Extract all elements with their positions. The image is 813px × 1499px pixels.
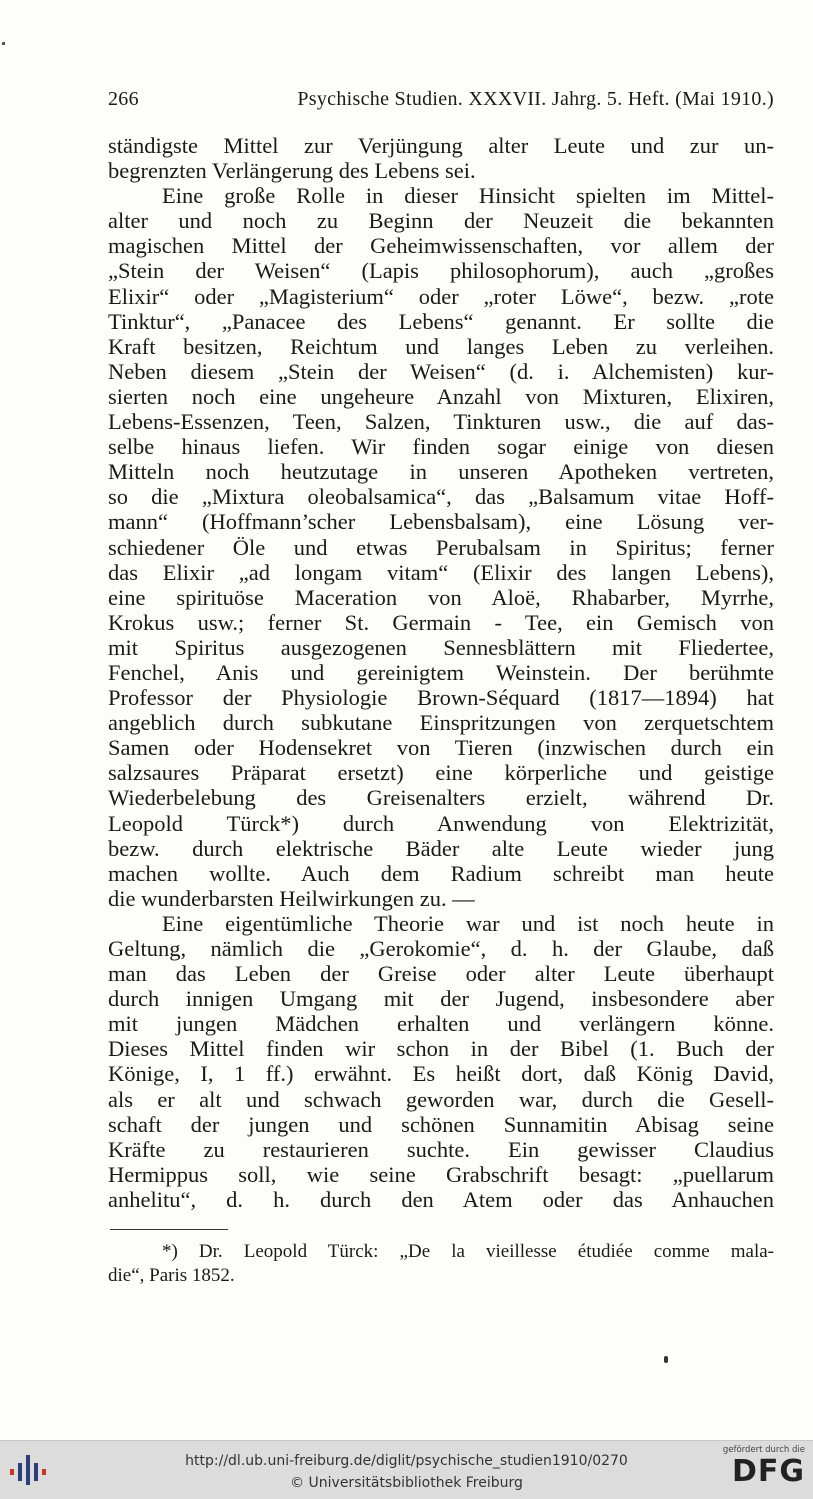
body-text-line: sierten noch eine ungeheure Anzahl von Mixturen, Elixiren, bbox=[108, 383, 774, 409]
body-text-line: eine spirituöse Maceration von Aloë, Rhabarber, Myrrhe, bbox=[108, 584, 774, 610]
running-header bbox=[108, 88, 774, 111]
body-text-line: Kraft besitzen, Reichtum und langes Leben zu verleihen. bbox=[108, 333, 774, 359]
footnote-rule bbox=[110, 1229, 228, 1230]
body-text-line: Geltung, nämlich die „Gerokomie“, d. h. der Glaube, daß bbox=[108, 936, 774, 961]
body-text-line: Eine eigentümliche Theorie war und ist noch heute in bbox=[162, 910, 774, 936]
body-text-line: salzsaures Präparat ersetzt) eine körperliche und geistige bbox=[108, 760, 774, 786]
body-text-line: anhelitu“, d. h. durch den Atem oder das Anhauchen bbox=[108, 1186, 774, 1212]
body-text-line: schaft der jungen und schönen Sunnamitin Abisag seine bbox=[108, 1111, 774, 1137]
body-text-line: die wunderbarsten Heilwirkungen zu. — bbox=[108, 885, 475, 911]
viewer-footer-bar bbox=[0, 1440, 813, 1499]
body-text-line: als er alt und schwach geworden war, durch die Gesell- bbox=[108, 1086, 774, 1112]
body-text-line: angeblich durch subkutane Einspritzungen von zerquetschtem bbox=[108, 710, 774, 736]
body-text-line: alter und noch zu Beginn der Neuzeit die bekannten bbox=[108, 208, 774, 234]
body-text-line: Krokus usw.; ferner St. Germain - Tee, ein Gemisch von bbox=[108, 609, 774, 635]
ink-mark bbox=[664, 1356, 668, 1363]
footnote bbox=[108, 1240, 774, 1288]
body-text-line: bezw. durch elektrische Bäder alte Leute wieder jung bbox=[108, 835, 774, 861]
footnote-line: *) Dr. Leopold Türck: „De la vieillesse étudiée comme mala- bbox=[162, 1241, 774, 1262]
body-text-line: Hermippus soll, wie seine Grabschrift besagt: „puellarum bbox=[108, 1161, 774, 1187]
page-number: 266 bbox=[108, 88, 139, 110]
body-text-line: Dieses Mittel finden wir schon in der Bibel (1. Buch der bbox=[108, 1036, 774, 1062]
body-text-line: Wiederbelebung des Greisenalters erzielt, während Dr. bbox=[108, 785, 774, 811]
body-text-line: Neben diesem „Stein der Weisen“ (d. i. Alchemisten) kur- bbox=[108, 358, 774, 384]
body-text-line: Elixir“ oder „Magisterium“ oder „roter Löwe“, bezw. „rote bbox=[108, 283, 774, 309]
body-text-line: Eine große Rolle in dieser Hinsicht spielten im Mittel- bbox=[162, 183, 774, 209]
copyright-notice: © Universitätsbibliothek Freiburg bbox=[290, 1475, 523, 1491]
body-text-line: schiedener Öle und etwas Perubalsam in Spiritus; ferner bbox=[108, 534, 774, 560]
body-text bbox=[108, 133, 774, 1212]
body-text-line: selbe hinaus liefen. Wir finden sogar einige von diesen bbox=[108, 434, 774, 460]
body-text-line: machen wollte. Auch dem Radium schreibt man heute bbox=[108, 860, 774, 886]
body-text-line: Könige, I, 1 ff.) erwähnt. Es heißt dort, daß König David, bbox=[108, 1061, 774, 1087]
running-title: Psychische Studien. XXXVII. Jahrg. 5. Heft. (Mai 1910.) bbox=[297, 88, 774, 110]
body-text-line: Mitteln noch heutzutage in unseren Apotheken vertreten, bbox=[108, 459, 774, 485]
body-text-line: „Stein der Weisen“ (Lapis philosophorum), auch „großes bbox=[108, 258, 774, 284]
body-text-line: Kräfte zu restaurieren suchte. Ein gewisser Claudius bbox=[108, 1136, 774, 1162]
body-text-line: begrenzten Verlängerung des Lebens sei. bbox=[108, 158, 476, 184]
dfg-logo-icon: DFG bbox=[731, 1454, 805, 1489]
body-text-line: Fenchel, Anis und gereinigtem Weinstein. Der berühmte bbox=[108, 659, 774, 685]
body-text-line: so die „Mixtura oleobalsamica“, das „Balsamum vitae Hoff- bbox=[108, 484, 774, 510]
body-text-line: Tinktur“, „Panacee des Lebens“ genannt. Er sollte die bbox=[108, 308, 774, 334]
body-text-line: durch innigen Umgang mit der Jugend, insbesondere aber bbox=[108, 986, 774, 1012]
body-text-line: man das Leben der Greise oder alter Leute überhaupt bbox=[108, 961, 774, 987]
footnote-line: die“, Paris 1852. bbox=[108, 1265, 235, 1286]
body-text-line: das Elixir „ad longam vitam“ (Elixir des langen Lebens), bbox=[108, 559, 774, 585]
body-text-line: Leopold Türck*) durch Anwendung von Elektrizität, bbox=[108, 810, 774, 836]
body-text-line: mann“ (Hoffmann’scher Lebensbalsam), eine Lösung ver- bbox=[108, 509, 774, 535]
scan-speck bbox=[2, 42, 5, 45]
funder-caption: gefördert durch die bbox=[722, 1445, 805, 1455]
body-text-line: Professor der Physiologie Brown-Séquard (1817—1894) hat bbox=[108, 685, 774, 711]
document-url-link[interactable]: http://dl.ub.uni-freiburg.de/diglit/psychische_studien1910/0270 bbox=[185, 1453, 628, 1469]
body-text-line: Lebens-Essenzen, Teen, Salzen, Tinkturen usw., die auf das- bbox=[108, 409, 774, 435]
body-text-line: Samen oder Hodensekret von Tieren (inzwischen durch ein bbox=[108, 735, 774, 761]
body-text-line: mit jungen Mädchen erhalten und verlängern könne. bbox=[108, 1011, 774, 1037]
body-text-line: magischen Mittel der Geheimwissenschaften, vor allem der bbox=[108, 233, 774, 259]
dfg-funder bbox=[715, 1445, 805, 1495]
body-text-line: mit Spiritus ausgezogenen Sennesblättern mit Fliedertee, bbox=[108, 634, 774, 660]
body-text-line: ständigste Mittel zur Verjüngung alter Leute und zur un- bbox=[108, 133, 774, 158]
